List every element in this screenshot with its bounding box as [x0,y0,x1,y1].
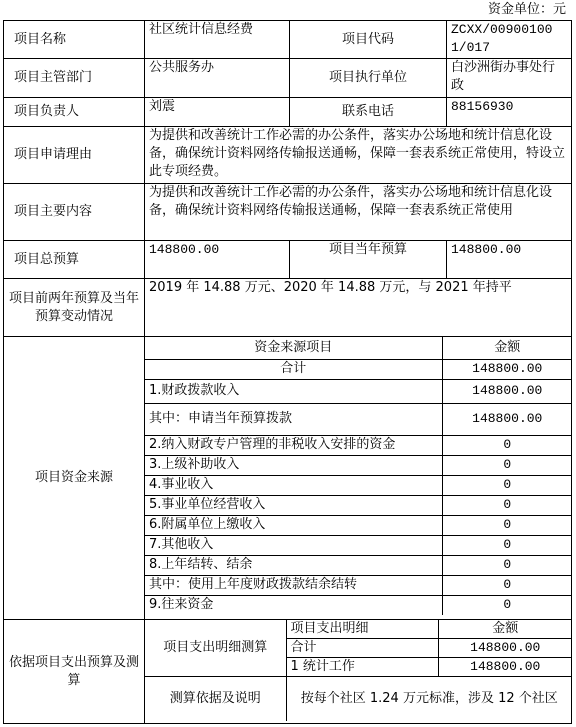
expense-item-name: 1 统计工作 [286,658,438,677]
funding-row [145,379,572,403]
funding-item-amount: 0 [442,595,572,615]
funding-item-name: 2.纳入财政专户管理的非税收入安排的资金 [145,435,442,455]
funding-header-amount: 金额 [442,337,572,359]
name-label: 项目名称 [4,21,145,59]
prev-label: 项目前两年预算及当年预算变动情况 [4,279,145,337]
funding-item-name: 9.往来资金 [145,595,442,615]
funding-item-amount: 0 [442,435,572,455]
content-value: 为提供和改善统计工作必需的办公条件，落实办公场地和统计信息化设备，确保统计资料网络传输报送通畅，保障一套表系统正常使用 [145,184,572,241]
funding-item-amount: 0 [442,515,572,535]
funding-row [145,595,572,615]
phone-value: 88156930 [447,98,572,127]
person-value: 刘震 [145,98,290,127]
person-label: 项目负责人 [4,98,145,127]
funding-item-name: 其中：申请当年预算拨款 [145,403,442,435]
expense-item-amount: 148800.00 [438,658,572,677]
funding-item-name: 其中：使用上年度财政拨款结余结转 [145,575,442,595]
funding-row [145,535,572,555]
funding-row [145,435,572,455]
name-value: 社区统计信息经费 [145,21,290,59]
funding-item-name: 6.附属单位上缴收入 [145,515,442,535]
funding-item-amount: 0 [442,555,572,575]
funding-item-amount: 0 [442,495,572,515]
basis-label: 测算依据及说明 [145,677,286,721]
funding-row [145,475,572,495]
dept-value: 公共服务办 [145,59,290,98]
funding-row [145,555,572,575]
funding-label: 项目资金来源 [4,337,145,620]
exec-label: 项目执行单位 [290,59,447,98]
unit-label: 资金单位：元 [487,2,566,17]
funding-item-name: 5.事业单位经营收入 [145,495,442,515]
expense-item-name: 合计 [286,639,438,658]
year-label: 项目当年预算 [290,241,447,279]
total-label: 项目总预算 [4,241,145,279]
funding-item-amount: 148800.00 [442,403,572,435]
funding-item-name: 合计 [145,359,442,379]
reason-label: 项目申请理由 [4,127,145,184]
expense-label: 依据项目支出预算及测算 [4,620,145,724]
funding-row [145,495,572,515]
funding-item-name: 8.上年结转、结余 [145,555,442,575]
expense-table [145,620,572,721]
dept-label: 项目主管部门 [4,59,145,98]
funding-item-name: 3.上级补助收入 [145,455,442,475]
basis-value: 按每个社区 1.24 万元标准，涉及 12 个社区 [286,677,572,721]
funding-item-amount: 0 [442,475,572,495]
prev-value: 2019 年 14.88 万元、2020 年 14.88 万元，与 2021 年持平 [145,279,572,337]
phone-label: 联系电话 [290,98,447,127]
funding-item-amount: 0 [442,535,572,555]
code-label: 项目代码 [290,21,447,59]
expense-header-amount: 金额 [438,620,572,639]
funding-item-name: 1.财政拨款收入 [145,379,442,403]
total-value: 148800.00 [145,241,290,279]
expense-detail-label: 项目支出明细测算 [145,620,286,677]
expense-header-item: 项目支出明细 [286,620,438,639]
funding-row [145,575,572,595]
funding-table [145,337,572,615]
funding-item-amount: 148800.00 [442,359,572,379]
exec-value: 白沙洲街办事处行政 [447,59,572,98]
content-label: 项目主要内容 [4,184,145,241]
reason-value: 为提供和改善统计工作必需的办公条件，落实办公场地和统计信息化设备，确保统计资料网络传输报送通畅，保障一套表系统正常使用，特设立此专项经费。 [145,127,572,184]
project-table [3,20,572,724]
funding-row [145,515,572,535]
funding-row [145,359,572,379]
funding-item-amount: 148800.00 [442,379,572,403]
year-value: 148800.00 [447,241,572,279]
funding-item-amount: 0 [442,575,572,595]
expense-item-amount: 148800.00 [438,639,572,658]
funding-header-item: 资金来源项目 [145,337,442,359]
code-value: ZCXX/009001001/017 [447,21,572,59]
funding-row [145,403,572,435]
funding-item-name: 4.事业收入 [145,475,442,495]
funding-item-name: 7.其他收入 [145,535,442,555]
funding-row [145,455,572,475]
funding-item-amount: 0 [442,455,572,475]
